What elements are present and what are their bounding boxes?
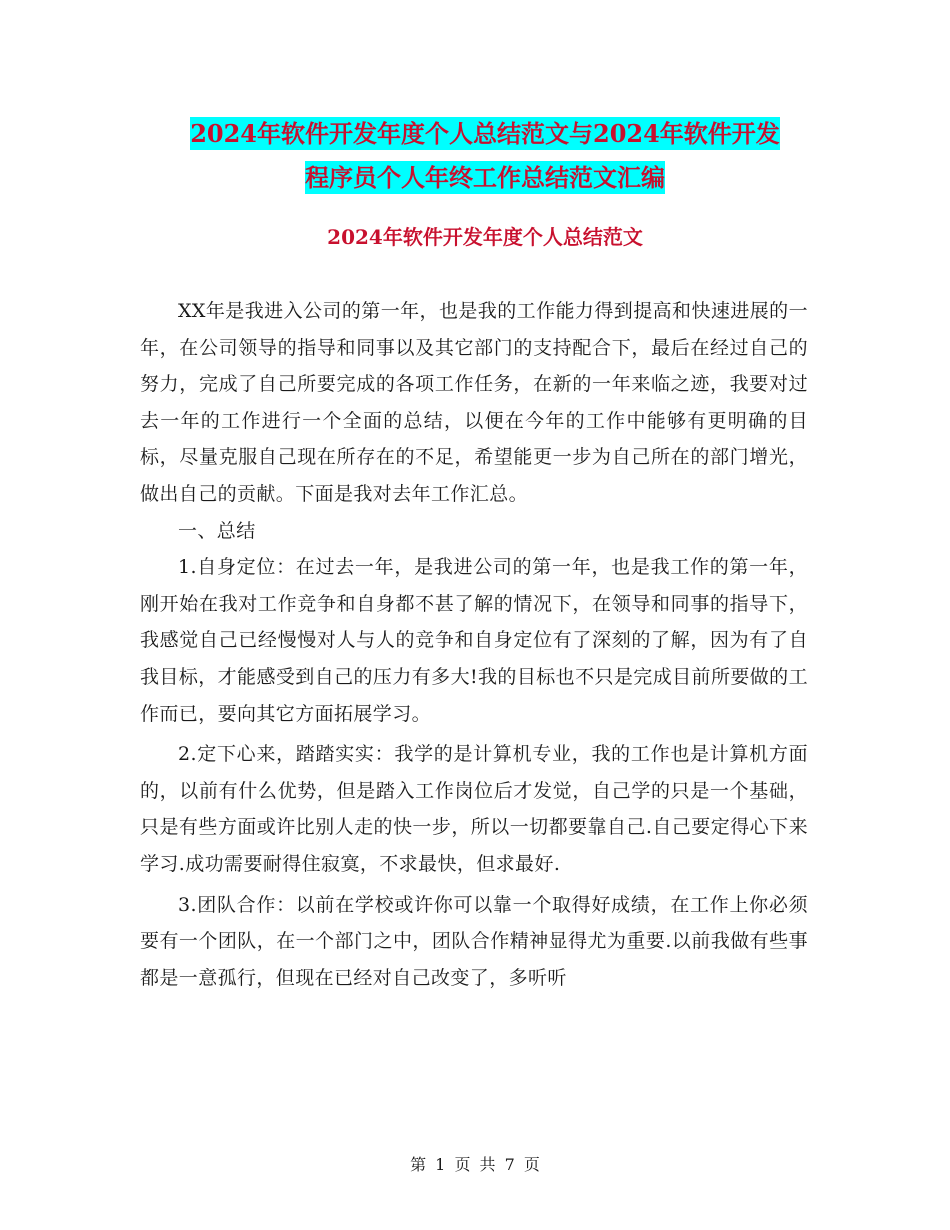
document-body xyxy=(140,293,808,996)
section-title: 2024年软件开发年度个人总结范文 xyxy=(327,225,643,249)
document-title xyxy=(140,112,830,200)
paragraph-heading-summary: 一、总结 xyxy=(178,519,256,542)
title-line-1: 2024年软件开发年度个人总结范文与2024年软件开发 xyxy=(190,119,780,148)
title-line-2: 程序员个人年终工作总结范文汇编 xyxy=(305,163,665,192)
paragraph-intro: XX年是我进入公司的第一年，也是我的工作能力得到提高和快速进展的一年，在公司领导的指导和同事以及其它部门的支持配合下，最后在经过自己的努力，完成了自己所要完成的各项工作任务，在新的一年来临之迹，我要对过去一年的工作进行一个全面的总结，以便在今年的工作中能够有更明确的目标，尽量克服自己现在所存在的不足，希望能更一步为自己所在的部门增光，做出自己的贡献。下面是我对去年工作汇总。 xyxy=(140,300,808,505)
paragraph-teamwork: 3.团队合作：以前在学校或许你可以靠一个取得好成绩，在工作上你必须要有一个团队，在一个部门之中，团队合作精神显得尤为重要.以前我做有些事都是一意孤行，但现在已经对自己改变了，多听听 xyxy=(140,893,808,989)
paragraph-settle-down: 2.定下心来，踏踏实实：我学的是计算机专业，我的工作也是计算机方面的，以前有什么优势，但是踏入工作岗位后才发觉，自己学的只是一个基础，只是有些方面或许比别人走的快一步，所以一切都要靠自己.自己要定得心下来学习.成功需要耐得住寂寞，不求最快，但求最好. xyxy=(140,743,808,875)
paragraph-self-positioning: 1.自身定位：在过去一年，是我进公司的第一年，也是我工作的第一年，刚开始在我对工作竞争和自身都不甚了解的情况下，在领导和同事的指导下，我感觉自己已经慢慢对人与人的竞争和自身定位有了深刻的了解，因为有了自我目标，才能感受到自己的压力有多大!我的目标也不只是完成目前所要做的工作而已，要向其它方面拓展学习。 xyxy=(140,556,808,725)
page-footer: 第 1 页 共 7 页 xyxy=(410,1155,540,1174)
